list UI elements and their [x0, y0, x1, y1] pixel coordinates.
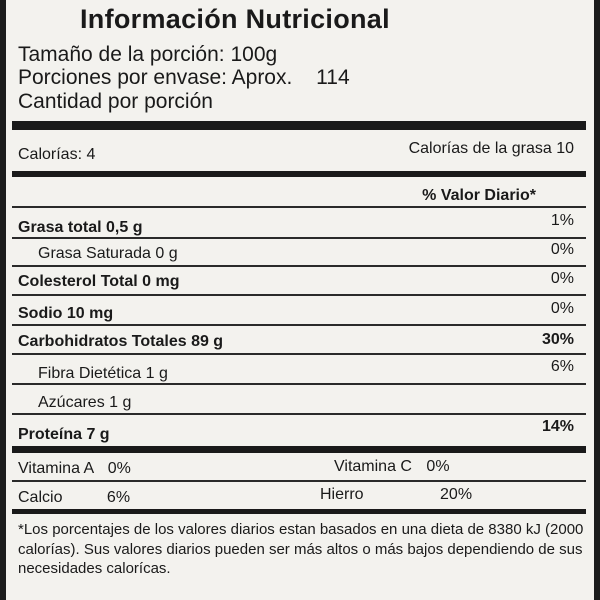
nutrient-label-total-fat: Grasa total 0,5 g: [18, 219, 143, 236]
nutrient-label-sodium: Sodio 10 mg: [18, 305, 114, 322]
daily-value-header: % Valor Diario*: [422, 187, 536, 204]
vitamin-a-pct: 0%: [107, 460, 131, 477]
nutrition-label: [6, 0, 594, 600]
row-divider: [12, 237, 586, 239]
calcium-pct: 6%: [106, 489, 131, 506]
medium-divider: [12, 171, 586, 177]
row-divider: [12, 294, 586, 296]
nutrient-pct-cholesterol: 0%: [550, 270, 574, 287]
nutrient-pct-saturated-fat: 0%: [550, 241, 574, 258]
vitamin-c-pct: 0%: [426, 458, 450, 475]
nutrient-label-sugars: Azúcares 1 g: [38, 394, 132, 411]
servings-per-container: [18, 66, 350, 90]
vitamin-c: [334, 458, 450, 476]
nutrient-label-protein: Proteína 7 g: [18, 426, 110, 443]
vitamin-c-name: Vitamina C: [334, 458, 412, 475]
row-divider: [12, 265, 586, 267]
label-title: Información Nutricional: [80, 4, 390, 34]
row-divider: [12, 206, 586, 208]
vitamin-a-name: Vitamina A: [18, 460, 94, 477]
thick-divider: [12, 121, 586, 130]
iron-pct: 20%: [440, 486, 473, 503]
nutrient-label-saturated-fat: Grasa Saturada 0 g: [38, 245, 178, 262]
amount-per-serving: Cantidad por porción: [18, 90, 213, 113]
row-divider: [12, 383, 586, 385]
row-divider: [12, 324, 586, 326]
servings-per-container-label: Porciones por envase: Aprox.: [18, 66, 293, 89]
serving-size: Tamaño de la porción: 100g: [18, 43, 278, 66]
nutrient-label-fiber: Fibra Dietética 1 g: [38, 365, 168, 382]
servings-per-container-value: 114: [316, 66, 350, 89]
row-divider: [12, 480, 586, 482]
calcium-name: Calcio: [18, 489, 63, 506]
thick-divider: [12, 446, 586, 453]
row-divider: [12, 353, 586, 355]
nutrient-pct-sodium: 0%: [550, 300, 574, 317]
calcium: [18, 489, 130, 507]
nutrient-pct-carbohydrates: 30%: [541, 331, 574, 348]
row-divider: [12, 413, 586, 415]
fat-calories: Calorías de la grasa 10: [408, 140, 574, 157]
medium-divider: [12, 509, 586, 514]
nutrient-label-carbohydrates: Carbohidratos Totales 89 g: [18, 333, 224, 350]
nutrient-pct-protein: 14%: [541, 418, 574, 435]
iron: [320, 486, 472, 504]
vitamin-a: [18, 460, 131, 478]
nutrient-pct-fiber: 6%: [550, 358, 574, 375]
nutrient-pct-total-fat: 1%: [550, 212, 574, 229]
iron-name: Hierro: [320, 486, 364, 503]
footnote: *Los porcentajes de los valores diarios estan basados en una dieta de 8380 kJ (2000 calorías). Sus valores diarios pueden ser más altos o más bajos dependiendo de sus necesidades calorícas.: [18, 521, 584, 577]
calories: Calorías: 4: [18, 146, 96, 163]
nutrient-label-cholesterol: Colesterol Total 0 mg: [18, 273, 180, 290]
